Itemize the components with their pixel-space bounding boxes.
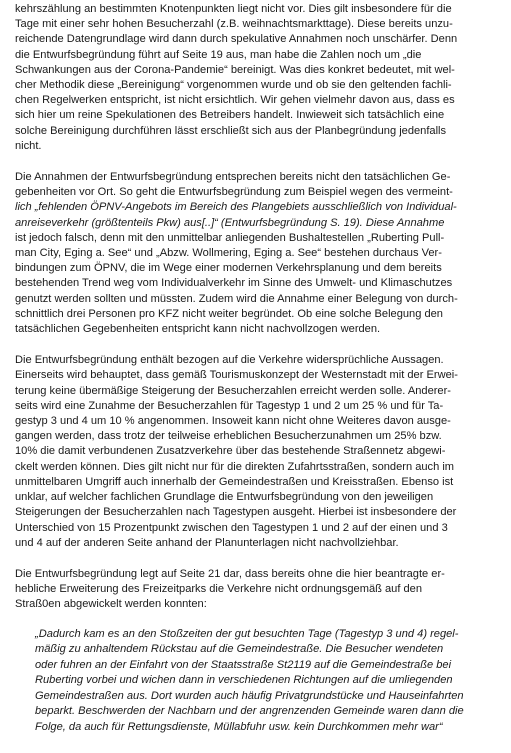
text-line: chen Regelwerken entspricht, ist nicht ersichtlich. Wir gehen vielmehr davon aus, dass es xyxy=(15,94,455,107)
text-line: tatsächlichen Gegebenheiten entspricht kann nicht nachvollzogen werden. xyxy=(15,323,381,336)
text-line: anreiseverkehr (größtenteils Pkw) aus[..]“ (Entwurfsbegründung S. 19). Diese Annahme xyxy=(15,216,445,229)
text-line: Die Annahmen der Entwurfsbegründung entsprechen bereits nicht den tatsächlichen Ge- xyxy=(15,171,451,184)
text-line: bestehenden Trend weg vom Individualverkehr im Sinne des Umwelt- und Klimaschutzes xyxy=(15,277,453,290)
block-quote xyxy=(35,627,497,736)
text-line: Steigerungen der Besucherzahlen nach Tagestypen ausgeht. Hierbei ist insbesondere der xyxy=(15,506,457,519)
text-line: Einerseits wird behauptet, dass gemäß Tourismuskonzept der Westernstadt mit der Erwei- xyxy=(15,369,458,382)
paragraph-data-basis xyxy=(15,2,497,154)
text-line: man City, Eging a. See“ und „Abzw. Wollmering, Eging a. See“ bestehen durchaus Ver- xyxy=(15,247,442,260)
paragraph-assumptions xyxy=(15,170,497,337)
text-line: Tage mit einer sehr hohen Besucherzahl (z.B. weihnachtsmarkttage). Diese bereits unzu- xyxy=(15,18,453,31)
text-line: cher Methodik diese „Bereinigung“ vorgenommen wurde und ob sie den geltenden fachli- xyxy=(15,79,452,92)
text-line: lich „fehlenden ÖPNV-Angebots im Bereich des Plangebiets ausschließlich von Individual- xyxy=(15,201,457,214)
text-line: Die Entwurfsbegründung enthält bezogen auf die Verkehre widersprüchliche Aussagen. xyxy=(15,354,444,367)
text-line: ist jedoch falsch, denn mit den unmittelbar anliegenden Bushaltestellen „Ruberting Pull- xyxy=(15,231,445,244)
paragraph-gap xyxy=(15,551,497,567)
text-line: und 4 auf der anderen Seite anhand der Planunterlagen nicht nachvollziehbar. xyxy=(15,536,399,549)
text-line: genutzt werden sollten und müssten. Zudem wird die Annahme einer Belegung von durch- xyxy=(15,292,458,305)
text-line: seits wird eine Zunahme der Besucherzahlen für Tagestyp 1 und 2 um 25 % und für Ta- xyxy=(15,399,444,412)
text-line: hebliche Erweiterung des Freizeitparks die Verkehre nicht ordnungsgemäß auf den xyxy=(15,583,423,596)
quote-line: Folge, da auch für Rettungsdienste, Müllabfuhr usw. kein Durchkommen mehr war“ xyxy=(35,721,443,734)
paragraph-contradictions xyxy=(15,353,497,551)
text-line: 10% die damit verbundenen Zusatzverkehre über das bestehende Straßennetz abgewi- xyxy=(15,445,446,458)
quote-line: oder fuhren an der Einfahrt von der Staatsstraße St2119 auf die Gemeindestraße bei xyxy=(35,658,452,671)
text-line: gebenheiten vor Ort. So geht die Entwurfsbegründung zum Beispiel wegen des vermeint- xyxy=(15,186,453,199)
text-line: gangen werden, dass trotz der teilweise erheblichen Besucherzunahmen um 25% bzw. xyxy=(15,430,442,443)
text-line: kehrszählung an bestimmten Knotenpunkten liegt nicht vor. Dies gilt insbesondere für die xyxy=(15,3,452,15)
text-line: sich hier um reine Spekulationen des Betreibers handelt. Inwieweit sich tatsächlich eine xyxy=(15,109,445,122)
text-line: die Entwurfsbegründung führt auf Seite 19 aus, man habe die Zahlen noch um „die xyxy=(15,48,422,61)
text-line: terung keine übermäßige Steigerung der Besucherzahlen erreicht werden solle. Anderer- xyxy=(15,384,451,397)
text-line: Straß0en abgewickelt werden konnten: xyxy=(15,598,207,611)
text-line: solche Bereinigung durchführen lässt erschließt sich aus der Planbegründung jedenfalls xyxy=(15,124,447,137)
text-line: Unterschied von 15 Prozentpunkt zwischen den Tagestypen 1 und 2 auf der einen und 3 xyxy=(15,521,448,534)
text-line: schnittlich drei Personen pro KFZ nicht weiter begründet. Ob eine solche Belegung den xyxy=(15,307,443,320)
text-line: reichende Datengrundlage wird dann durch spekulative Annahmen noch unschärfer. Denn xyxy=(15,33,458,46)
text-line: unmittelbaren Umgriff auch innerhalb der Gemeindestraßen und Kreisstraßen. Ebenso ist xyxy=(15,475,454,488)
paragraph-gap xyxy=(15,337,497,353)
paragraph-gap xyxy=(15,154,497,170)
quote-line: Ruberting vorbei und wichen dann in verschiedenen Richtungen auf die umliegenden xyxy=(35,674,453,687)
text-line: unklar, auf welcher fachlichen Grundlage die Entwurfsbegründung von den jeweiligen xyxy=(15,491,434,504)
text-line: nicht. xyxy=(15,139,42,152)
quote-line: „Dadurch kam es an den Stoßzeiten der gut besuchten Tage (Tagestyp 3 und 4) regel- xyxy=(35,627,459,640)
quote-line: beparkt. Beschwerden der Nachbarn und der angrenzenden Gemeinde waren dann die xyxy=(35,705,464,718)
text-line: Schwankungen aus der Corona-Pandemie“ bereinigt. Was dies konkret bedeutet, mit wel- xyxy=(15,63,455,76)
text-line: bindungen zum ÖPNV, die im Wege einer modernen Verkehrsplanung und dem bereits xyxy=(15,262,442,275)
text-line: gestyp 3 und 4 um 10 % angenommen. Insoweit kann nicht ohne Weiteres davon ausge- xyxy=(15,415,451,428)
paragraph-page-21 xyxy=(15,567,497,613)
text-line: ckelt werden können. Dies gilt nicht nur für die direkten Zufahrtsstraßen, sondern auch im xyxy=(15,460,455,473)
quote-line: Gemeindestraßen aus. Dort wurden auch häufig Privatgrundstücke und Hauseinfahrten xyxy=(35,689,464,702)
text-line: Die Entwurfsbegründung legt auf Seite 21 dar, dass bereits ohne die hier beantragte er- xyxy=(15,567,445,580)
quote-line: mäßig zu anhaltendem Rückstau auf die Gemeindestraße. Die Besucher wendeten xyxy=(35,643,444,656)
